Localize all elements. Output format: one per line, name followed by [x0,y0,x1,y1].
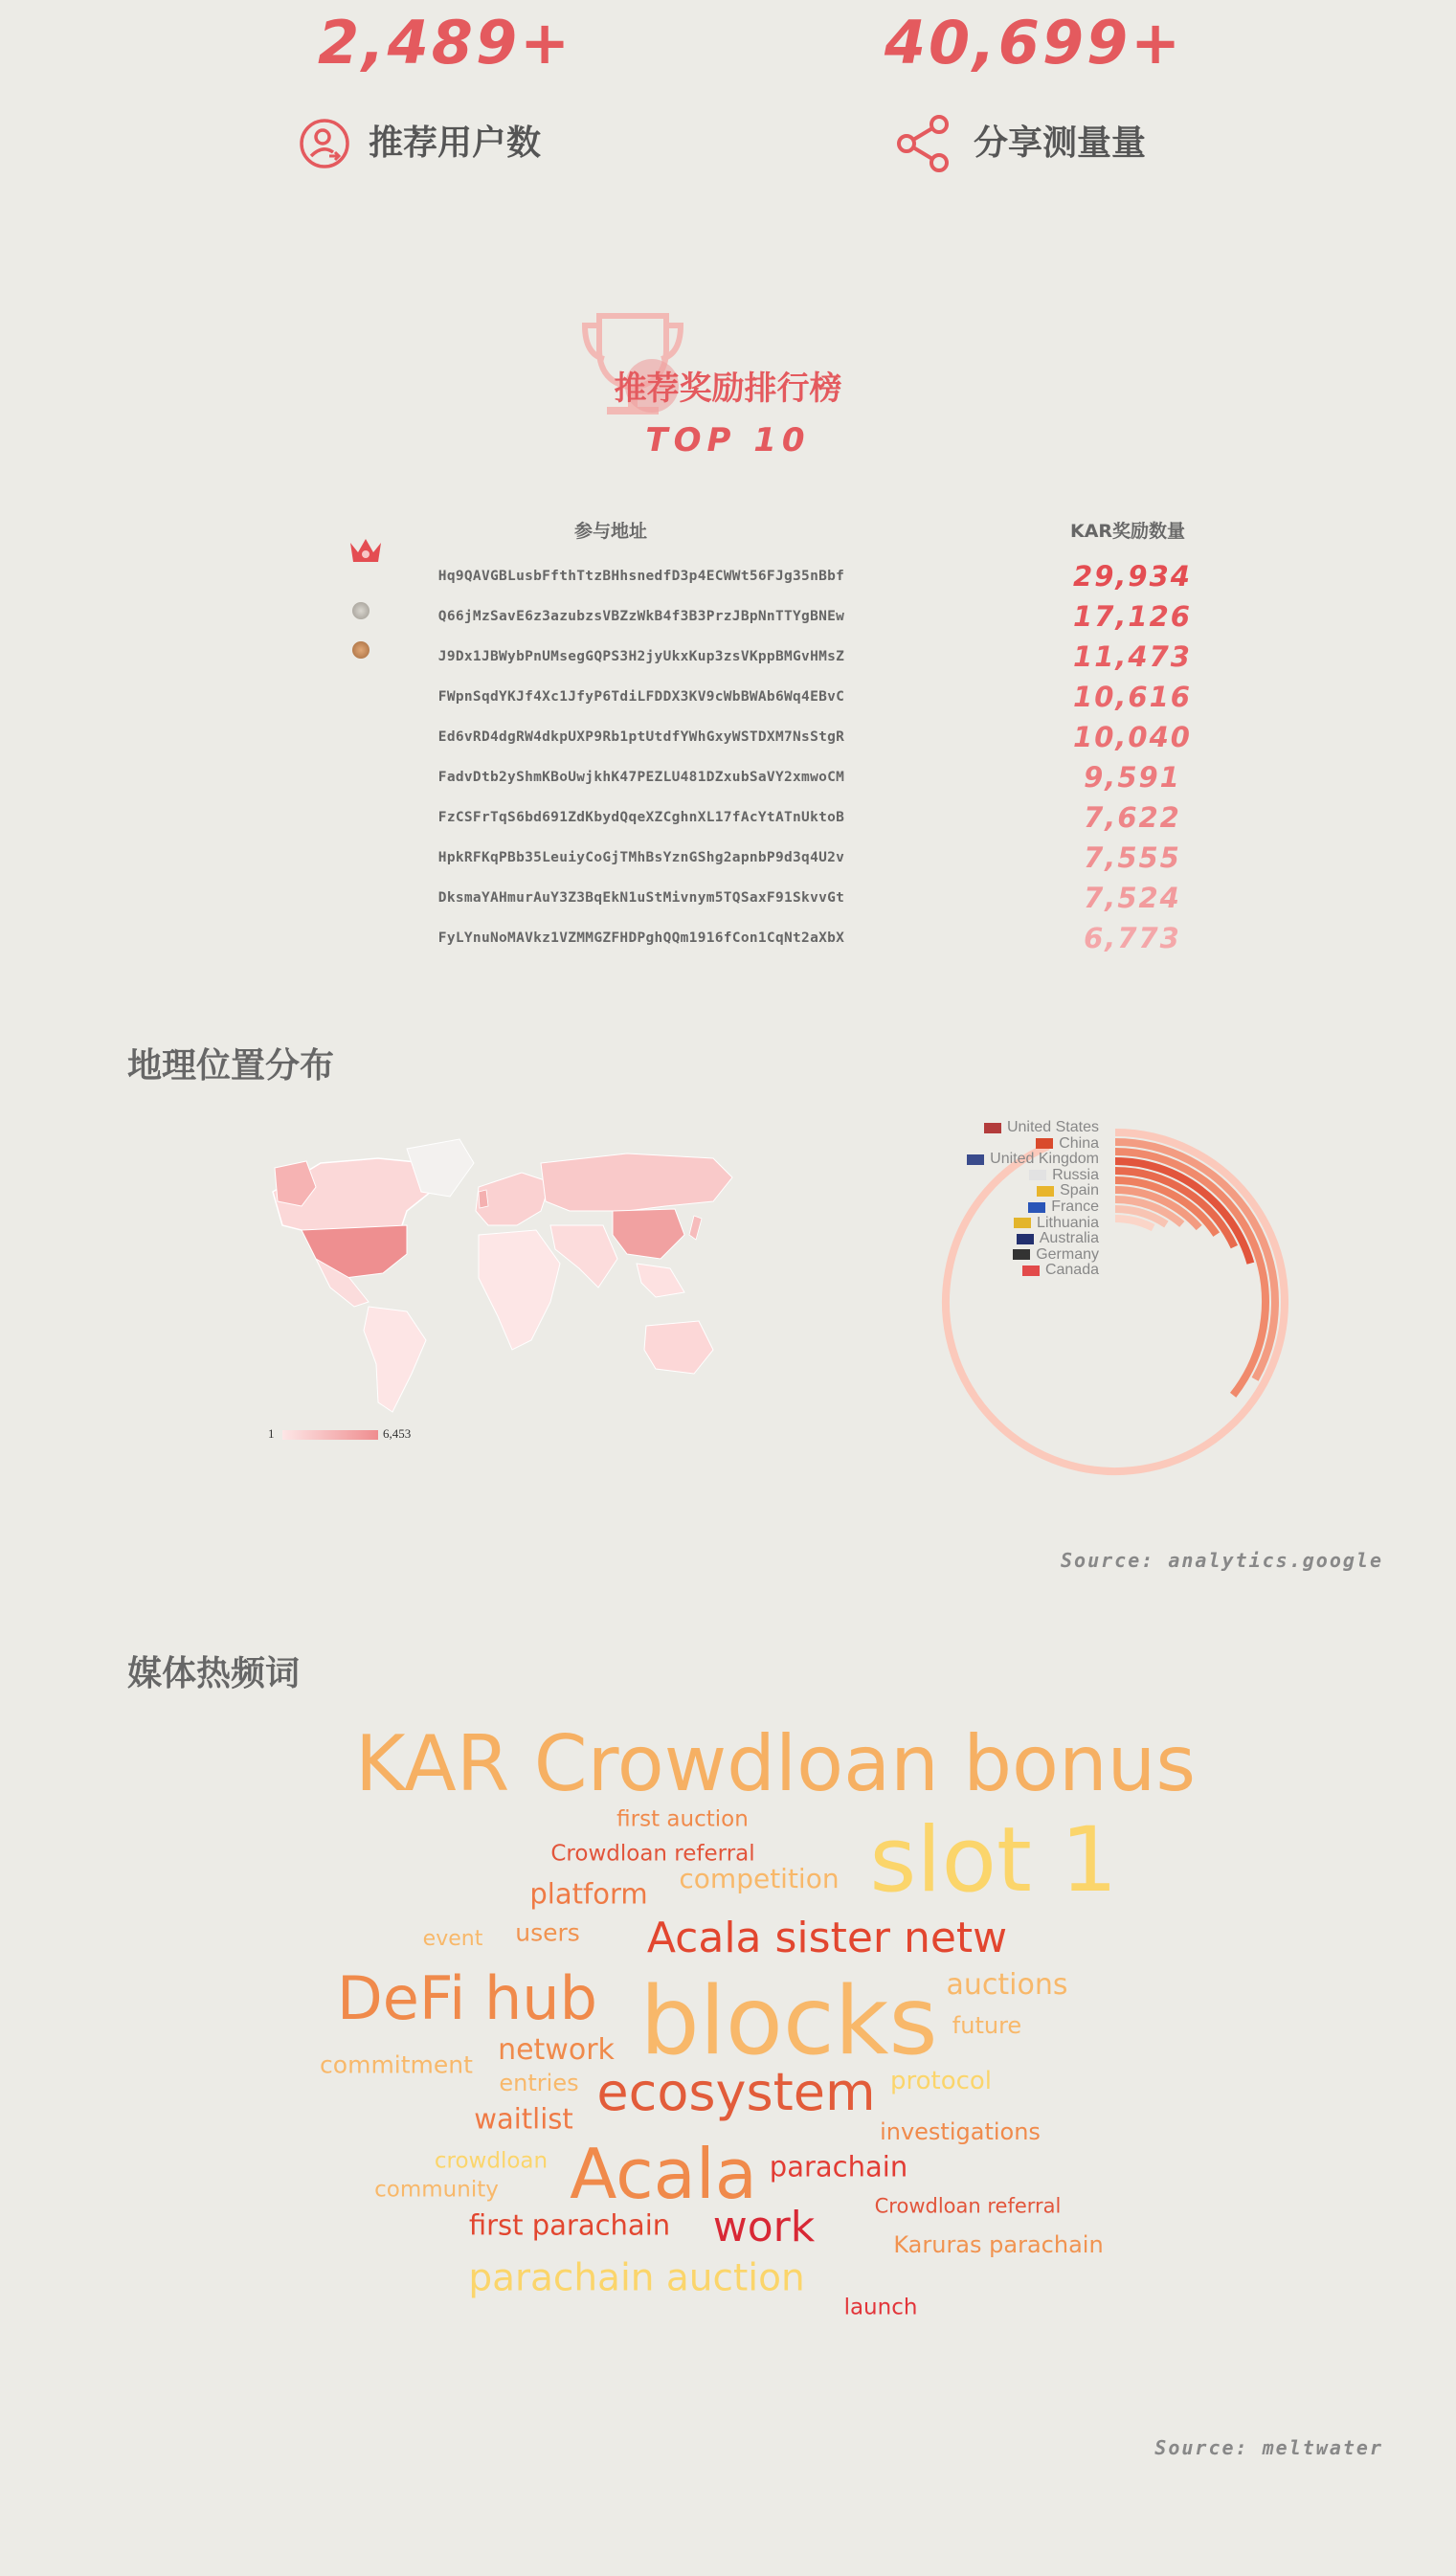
row-address: FWpnSqdYKJf4Xc1JfyP6TdiLFDDX3KV9cWbBWAb6Wq4EBvC [437,689,845,705]
user-share-icon [299,118,350,169]
flag-icon [1028,1202,1045,1213]
leaderboard-row [0,918,1456,958]
radial-legend-item [862,1183,1099,1198]
radial-legend-item [862,1263,1099,1278]
cloud-word: KAR Crowdloan bonus [354,1719,1197,1808]
map-legend-max: 6,453 [383,1426,412,1441]
cloud-word: work [712,2203,816,2251]
radial-legend-label: Germany [1036,1245,1099,1263]
cloud-word: commitment [320,2050,473,2079]
cloud-word: first auction [616,1806,749,1832]
cloud-word: users [515,1918,580,1947]
cloud-word: parachain auction [468,2256,805,2300]
cloud-word: future [952,2012,1022,2039]
cloud-word: Acala sister netw [646,1914,1008,1962]
wordcloud-source: Source: meltwater [1154,2436,1383,2459]
geo-section-title: 地理位置分布 [127,1046,335,1086]
row-amount: 7,524 [1084,882,1181,914]
cloud-word: first parachain [468,2208,671,2242]
amount-column-header: KAR奖励数量 [1070,521,1186,542]
leaderboard-subtitle: TOP 10 [645,421,811,459]
row-address: HpkRFKqPBb35LeuiyCoGjTMhBsYznGShg2apnbP9d3q4U2v [437,850,845,865]
flag-icon [1029,1170,1046,1180]
leaderboard-row [0,637,1456,677]
map-legend-min: 1 [268,1426,275,1441]
row-address: Hq9QAVGBLusbFfthTtzBHhsnedfD3p4ECWWt56FJg35nBbf [437,569,845,584]
radial-legend-item [862,1136,1099,1152]
leaderboard-row [0,878,1456,918]
cloud-word: launch [843,2295,918,2320]
leaderboard-row [0,556,1456,596]
cloud-word: platform [529,1877,648,1911]
cloud-word: ecosystem [596,2062,876,2122]
leaderboard-row [0,797,1456,838]
row-address: J9Dx1JBWybPnUMsegGQPS3H2jyUkxKup3zsVKppBMGvHMsZ [437,649,845,664]
share-icon [893,113,954,174]
flag-icon [967,1154,984,1165]
leaderboard-row [0,838,1456,878]
radial-legend-label: Russia [1052,1166,1099,1183]
cloud-word: protocol [889,2067,993,2095]
row-address: FadvDtb2yShmKBoUwjkhK47PEZLU481DZxubSaVY2xmwoCM [437,770,845,785]
radial-legend-item [862,1216,1099,1231]
radial-legend-item [862,1168,1099,1183]
flag-icon [1017,1234,1034,1244]
radial-legend-item [862,1152,1099,1167]
world-map [263,1134,742,1422]
cloud-word: auctions [946,1968,1068,2002]
leaderboard-row [0,596,1456,637]
row-address: Ed6vRD4dgRW4dkpUXP9Rb1ptUtdfYWhGxyWSTDXM7NsStgR [437,729,845,745]
radial-legend-item [862,1231,1099,1246]
row-amount: 9,591 [1084,761,1181,794]
row-amount: 7,622 [1084,801,1181,834]
radial-legend-label: France [1051,1198,1099,1215]
cloud-word: entries [499,2070,579,2096]
row-address: DksmaYAHmurAuY3Z3BqEkN1uStMivnym5TQSaxF91SkvvGt [437,890,845,906]
radial-bar-canada [1115,1219,1154,1228]
wordcloud-section-title: 媒体热频词 [127,1654,301,1693]
cloud-word: waitlist [474,2102,573,2136]
map-legend [268,1426,440,1445]
radial-legend-label: Canada [1044,1262,1099,1279]
cloud-word: blocks [639,1967,938,2076]
cloud-word: community [374,2177,499,2203]
radial-legend-label: Australia [1039,1230,1099,1247]
row-address: FyLYnuNoMAVkz1VZMMGZFHDPghQQm1916fCon1CqNt2aXbX [437,930,845,946]
flag-icon [1036,1138,1053,1149]
row-amount: 29,934 [1073,560,1192,593]
leaderboard-row [0,717,1456,757]
map-legend-gradient [282,1430,378,1440]
address-column-header: 参与地址 [574,521,648,542]
radial-legend-item [862,1120,1099,1135]
radial-legend-label: Lithuania [1037,1214,1099,1231]
cloud-word: crowdloan [434,2148,549,2174]
row-amount: 7,555 [1084,841,1181,874]
flag-icon [1013,1249,1030,1260]
cloud-word: parachain [769,2150,908,2184]
row-address: Q66jMzSavE6z3azubzsVBZzWkB4f3B3PrzJBpNnTTYgBNEw [437,609,845,624]
row-amount: 11,473 [1073,640,1192,673]
cloud-word: Crowdloan referral [874,2194,1062,2218]
radial-legend-label: United Kingdom [990,1151,1099,1168]
leaderboard-title: 推荐奖励排行榜 [614,370,842,408]
flag-icon [984,1123,1001,1133]
leaderboard-row [0,757,1456,797]
cloud-word: Crowdloan referral [550,1841,755,1867]
cloud-word: competition [679,1863,840,1894]
row-address: FzCSFrTqS6bd691ZdKbydQqeXZCghnXL17fAcYtATnUktoB [437,810,845,825]
radial-legend-label: China [1059,1134,1099,1152]
share-count-value: 40,699+ [884,8,1184,78]
row-amount: 17,126 [1073,600,1192,633]
radial-legend-item [862,1199,1099,1215]
cloud-word: event [422,1927,483,1951]
flag-icon [1037,1186,1054,1197]
cloud-word: network [498,2033,615,2067]
referred-users-label: 推荐用户数 [369,123,542,163]
radial-legend-label: Spain [1060,1182,1099,1199]
flag-icon [1022,1266,1040,1276]
row-amount: 10,616 [1073,681,1192,713]
row-amount: 10,040 [1073,721,1192,753]
referred-users-value: 2,489+ [317,8,573,78]
cloud-word: investigations [880,2118,1041,2145]
share-count-label: 分享测量量 [974,123,1147,163]
cloud-word: Acala [570,2134,757,2214]
cloud-word: Karuras parachain [893,2231,1104,2258]
cloud-word: slot 1 [869,1808,1118,1913]
cloud-word: DeFi hub [337,1963,597,2033]
leaderboard-row [0,677,1456,717]
radial-legend-item [862,1247,1099,1263]
radial-legend-label: United States [1006,1119,1099,1135]
geo-source: Source: analytics.google [1061,1549,1383,1572]
flag-icon [1014,1218,1031,1228]
row-amount: 6,773 [1084,922,1181,954]
